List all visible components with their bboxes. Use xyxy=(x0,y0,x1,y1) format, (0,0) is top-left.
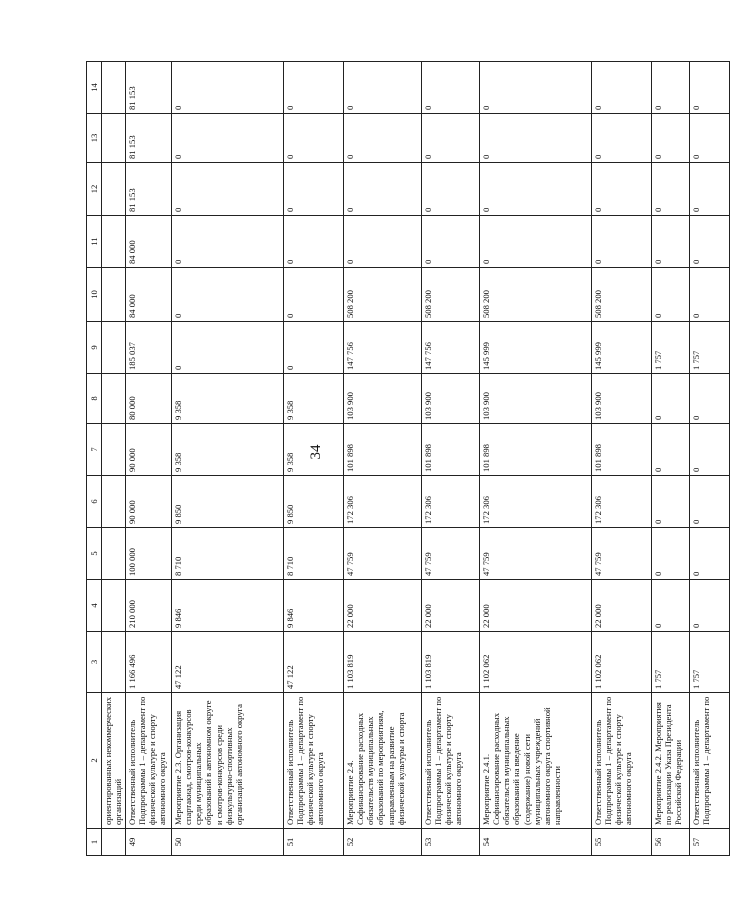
column-number-6: 6 xyxy=(87,476,102,528)
value-cell-col-12: 0 xyxy=(422,163,480,216)
value-cell-col-8: 0 xyxy=(652,374,690,424)
value-cell-col-9: 145 999 xyxy=(480,322,592,374)
value-cell-col-3: 1 103 819 xyxy=(422,632,480,693)
column-number-2: 2 xyxy=(87,693,102,829)
value-cell-col-13: 0 xyxy=(690,114,730,163)
value-cell-col-14: 0 xyxy=(592,62,652,114)
value-cell-col-14: 81 153 xyxy=(126,62,172,114)
value-cell-col-9: 0 xyxy=(284,322,344,374)
row-number: 55 xyxy=(592,829,652,856)
row-description: Ответственный исполнитель Подпрограммы 1 – департамент по физической культуре и спорту автономного округа xyxy=(422,693,480,829)
row-description: Мероприятие 2.4.2. Мероприятия по реализации Указа Президента Российской Федерации xyxy=(652,693,690,829)
value-cell-col-9: 145 999 xyxy=(592,322,652,374)
row-description: ориентированных некоммерческих организаций xyxy=(102,693,126,829)
value-cell-col-6 xyxy=(102,476,126,528)
column-number-row xyxy=(87,62,102,856)
value-cell-col-6: 172 306 xyxy=(592,476,652,528)
value-cell-col-10: 0 xyxy=(652,268,690,322)
value-cell-col-11: 0 xyxy=(690,216,730,268)
value-cell-col-13: 0 xyxy=(344,114,422,163)
value-cell-col-11: 0 xyxy=(284,216,344,268)
value-cell-col-3: 1 103 819 xyxy=(344,632,422,693)
value-cell-col-11 xyxy=(102,216,126,268)
value-cell-col-8: 0 xyxy=(690,374,730,424)
value-cell-col-5: 47 759 xyxy=(344,528,422,580)
value-cell-col-9 xyxy=(102,322,126,374)
table-row xyxy=(690,62,730,856)
column-number-7: 7 xyxy=(87,424,102,476)
value-cell-col-7: 101 898 xyxy=(344,424,422,476)
value-cell-col-4 xyxy=(102,580,126,632)
row-description: Мероприятие 2.4.1. Софинансирование расходных обязательств муниципальных образований на введение (содержание) новой сети муниципальных учреждений автономного округа спортивной направленности xyxy=(480,693,592,829)
table-body xyxy=(102,62,730,856)
value-cell-col-8: 9 358 xyxy=(172,374,284,424)
value-cell-col-6: 172 306 xyxy=(422,476,480,528)
column-number-8: 8 xyxy=(87,374,102,424)
column-number-3: 3 xyxy=(87,632,102,693)
table-row xyxy=(172,62,284,856)
value-cell-col-5: 47 759 xyxy=(422,528,480,580)
value-cell-col-4: 22 000 xyxy=(480,580,592,632)
value-cell-col-11: 0 xyxy=(480,216,592,268)
value-cell-col-5: 8 710 xyxy=(284,528,344,580)
value-cell-col-4: 22 000 xyxy=(344,580,422,632)
value-cell-col-14: 0 xyxy=(422,62,480,114)
row-number xyxy=(102,829,126,856)
value-cell-col-14 xyxy=(102,62,126,114)
table-rotator xyxy=(86,62,712,856)
value-cell-col-9: 147 756 xyxy=(422,322,480,374)
value-cell-col-4: 210 000 xyxy=(126,580,172,632)
value-cell-col-7: 0 xyxy=(652,424,690,476)
row-description: Ответственный исполнитель Подпрограммы 1 – департамент по физической культуре и спорту автономного округа xyxy=(126,693,172,829)
value-cell-col-14: 0 xyxy=(690,62,730,114)
row-description: Ответственный исполнитель Подпрограммы 1 – департамент по xyxy=(690,693,730,829)
value-cell-col-3: 1 757 xyxy=(652,632,690,693)
value-cell-col-8: 103 900 xyxy=(422,374,480,424)
column-number-11: 11 xyxy=(87,216,102,268)
value-cell-col-6: 0 xyxy=(652,476,690,528)
row-number: 49 xyxy=(126,829,172,856)
value-cell-col-9: 147 756 xyxy=(344,322,422,374)
value-cell-col-8: 103 900 xyxy=(344,374,422,424)
value-cell-col-5: 47 759 xyxy=(592,528,652,580)
value-cell-col-12: 0 xyxy=(592,163,652,216)
value-cell-col-6: 172 306 xyxy=(344,476,422,528)
value-cell-col-6: 90 000 xyxy=(126,476,172,528)
value-cell-col-3 xyxy=(102,632,126,693)
value-cell-col-8: 103 900 xyxy=(592,374,652,424)
value-cell-col-6: 172 306 xyxy=(480,476,592,528)
value-cell-col-12: 0 xyxy=(344,163,422,216)
value-cell-col-7: 9 358 xyxy=(284,424,344,476)
value-cell-col-7: 0 xyxy=(690,424,730,476)
value-cell-col-14: 0 xyxy=(344,62,422,114)
value-cell-col-13: 0 xyxy=(284,114,344,163)
value-cell-col-10: 508 200 xyxy=(592,268,652,322)
table-row xyxy=(422,62,480,856)
value-cell-col-3: 1 166 496 xyxy=(126,632,172,693)
row-description: Мероприятие 2.4. Софинансирование расходных обязательств муниципальных образований по мероприятиям, направленным на развитие физической культуры и спорта xyxy=(344,693,422,829)
value-cell-col-10: 0 xyxy=(284,268,344,322)
value-cell-col-12: 0 xyxy=(690,163,730,216)
row-number: 56 xyxy=(652,829,690,856)
value-cell-col-14: 0 xyxy=(480,62,592,114)
table-row xyxy=(284,62,344,856)
table-row xyxy=(652,62,690,856)
value-cell-col-14: 0 xyxy=(652,62,690,114)
budget-table xyxy=(86,61,730,856)
column-number-14: 14 xyxy=(87,62,102,114)
row-number: 57 xyxy=(690,829,730,856)
value-cell-col-14: 0 xyxy=(284,62,344,114)
column-number-9: 9 xyxy=(87,322,102,374)
value-cell-col-7: 9 358 xyxy=(172,424,284,476)
value-cell-col-10: 0 xyxy=(172,268,284,322)
value-cell-col-4: 0 xyxy=(652,580,690,632)
value-cell-col-5 xyxy=(102,528,126,580)
value-cell-col-11: 84 000 xyxy=(126,216,172,268)
value-cell-col-8: 80 000 xyxy=(126,374,172,424)
value-cell-col-12: 0 xyxy=(172,163,284,216)
value-cell-col-8: 9 358 xyxy=(284,374,344,424)
value-cell-col-7: 101 898 xyxy=(480,424,592,476)
value-cell-col-7: 90 000 xyxy=(126,424,172,476)
value-cell-col-8: 103 900 xyxy=(480,374,592,424)
value-cell-col-12 xyxy=(102,163,126,216)
column-number-13: 13 xyxy=(87,114,102,163)
column-number-12: 12 xyxy=(87,163,102,216)
value-cell-col-4: 9 846 xyxy=(284,580,344,632)
value-cell-col-7: 101 898 xyxy=(422,424,480,476)
value-cell-col-4: 22 000 xyxy=(592,580,652,632)
value-cell-col-12: 0 xyxy=(480,163,592,216)
value-cell-col-13: 81 153 xyxy=(126,114,172,163)
value-cell-col-12: 81 153 xyxy=(126,163,172,216)
row-number: 53 xyxy=(422,829,480,856)
value-cell-col-6: 9 850 xyxy=(172,476,284,528)
value-cell-col-7 xyxy=(102,424,126,476)
value-cell-col-6: 9 850 xyxy=(284,476,344,528)
value-cell-col-10 xyxy=(102,268,126,322)
value-cell-col-10: 0 xyxy=(690,268,730,322)
row-description: Ответственный исполнитель Подпрограммы 1 – департамент по физической культуре и спорту автономного округа xyxy=(592,693,652,829)
value-cell-col-7: 101 898 xyxy=(592,424,652,476)
value-cell-col-5: 47 759 xyxy=(480,528,592,580)
value-cell-col-3: 1 757 xyxy=(690,632,730,693)
value-cell-col-5: 8 710 xyxy=(172,528,284,580)
row-number: 51 xyxy=(284,829,344,856)
table-row xyxy=(592,62,652,856)
value-cell-col-14: 0 xyxy=(172,62,284,114)
value-cell-col-11: 0 xyxy=(592,216,652,268)
value-cell-col-3: 1 102 062 xyxy=(480,632,592,693)
table-row xyxy=(102,62,126,856)
column-number-1: 1 xyxy=(87,829,102,856)
value-cell-col-5: 0 xyxy=(652,528,690,580)
value-cell-col-4: 9 846 xyxy=(172,580,284,632)
value-cell-col-4: 0 xyxy=(690,580,730,632)
value-cell-col-9: 0 xyxy=(172,322,284,374)
value-cell-col-6: 0 xyxy=(690,476,730,528)
value-cell-col-10: 508 200 xyxy=(344,268,422,322)
value-cell-col-11: 0 xyxy=(172,216,284,268)
value-cell-col-11: 0 xyxy=(344,216,422,268)
value-cell-col-11: 0 xyxy=(652,216,690,268)
value-cell-col-13: 0 xyxy=(652,114,690,163)
value-cell-col-10: 508 200 xyxy=(422,268,480,322)
page-number: 34 xyxy=(308,444,324,460)
table-row xyxy=(344,62,422,856)
value-cell-col-3: 47 122 xyxy=(284,632,344,693)
value-cell-col-12: 0 xyxy=(284,163,344,216)
value-cell-col-5: 100 000 xyxy=(126,528,172,580)
value-cell-col-13 xyxy=(102,114,126,163)
column-number-4: 4 xyxy=(87,580,102,632)
value-cell-col-8 xyxy=(102,374,126,424)
row-description: Ответственный исполнитель Подпрограммы 1 – департамент по физической культуре и спорту автономного округа xyxy=(284,693,344,829)
row-description: Мероприятие 2.3. Организация спартакиад, смотров-конкурсов среди муниципальных образований в автономном округе и смотров-конкурсов среди физкультурно-спортивных организаций автономного округа xyxy=(172,693,284,829)
row-number: 52 xyxy=(344,829,422,856)
table-row xyxy=(480,62,592,856)
rotated-table-area xyxy=(86,62,712,856)
value-cell-col-12: 0 xyxy=(652,163,690,216)
row-number: 50 xyxy=(172,829,284,856)
value-cell-col-9: 1 757 xyxy=(652,322,690,374)
value-cell-col-4: 22 000 xyxy=(422,580,480,632)
column-number-5: 5 xyxy=(87,528,102,580)
value-cell-col-3: 47 122 xyxy=(172,632,284,693)
table-row xyxy=(126,62,172,856)
value-cell-col-13: 0 xyxy=(172,114,284,163)
value-cell-col-10: 84 000 xyxy=(126,268,172,322)
value-cell-col-11: 0 xyxy=(422,216,480,268)
value-cell-col-9: 1 757 xyxy=(690,322,730,374)
value-cell-col-3: 1 102 062 xyxy=(592,632,652,693)
column-number-10: 10 xyxy=(87,268,102,322)
row-number: 54 xyxy=(480,829,592,856)
value-cell-col-13: 0 xyxy=(422,114,480,163)
value-cell-col-10: 508 200 xyxy=(480,268,592,322)
value-cell-col-13: 0 xyxy=(480,114,592,163)
value-cell-col-9: 185 037 xyxy=(126,322,172,374)
value-cell-col-5: 0 xyxy=(690,528,730,580)
value-cell-col-13: 0 xyxy=(592,114,652,163)
